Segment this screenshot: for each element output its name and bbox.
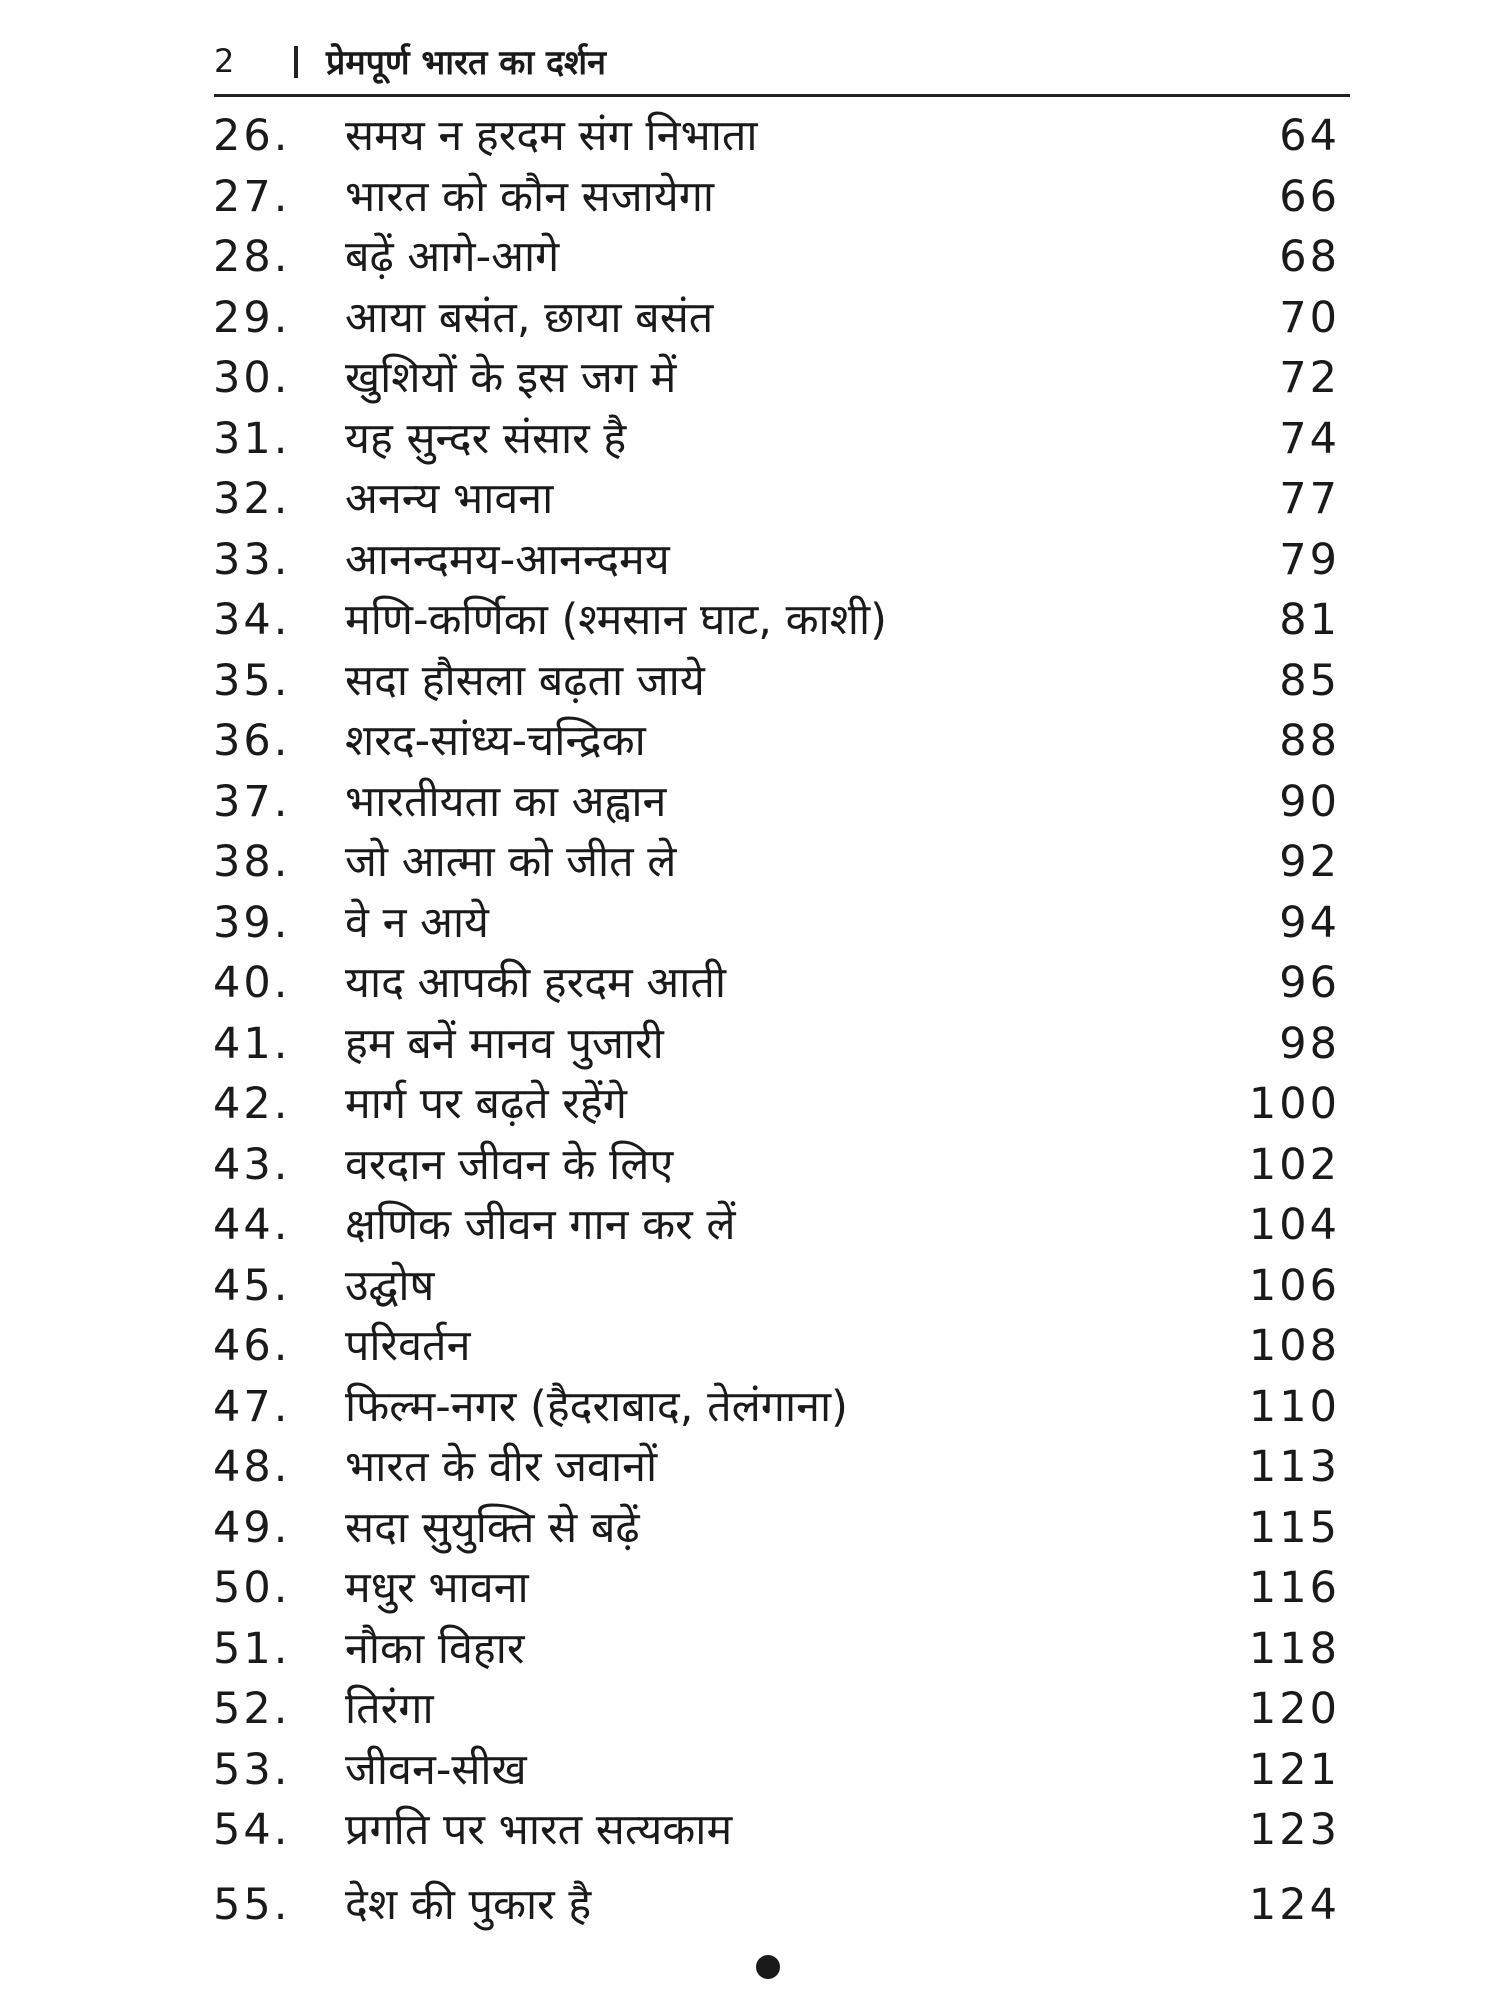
toc-entry-page: 104 xyxy=(1248,1200,1340,1250)
toc-entry-title: वरदान जीवन के लिए xyxy=(345,1139,674,1190)
toc-entry-page: 68 xyxy=(1279,232,1340,282)
toc-entry xyxy=(205,1800,1340,1861)
header-divider xyxy=(294,46,298,78)
toc-entry-number: 26. xyxy=(213,111,291,161)
toc-entry-number: 54. xyxy=(213,1805,291,1855)
toc-entry-number: 32. xyxy=(213,474,291,524)
toc-entry xyxy=(205,1256,1340,1317)
toc-entry xyxy=(205,1437,1340,1498)
toc-entry-number: 37. xyxy=(213,776,291,827)
toc-entry-number: 41. xyxy=(213,1018,291,1069)
toc-entry-number: 47. xyxy=(213,1381,291,1432)
toc-entry-title: सदा हौसला बढ़ता जाये xyxy=(345,655,705,706)
toc-entry-title: शरद-सांध्य-चन्द्रिका xyxy=(345,716,646,766)
toc-entry-title: तिरंगा xyxy=(345,1684,434,1734)
toc-entry-number: 49. xyxy=(213,1502,291,1553)
toc-entry xyxy=(205,348,1340,409)
toc-entry-title: क्षणिक जीवन गान कर लें xyxy=(345,1200,736,1250)
toc-entry-page: 113 xyxy=(1248,1442,1340,1492)
toc-entry-title: फिल्म-नगर (हैदराबाद, तेलंगाना) xyxy=(345,1381,848,1432)
toc-entry xyxy=(205,832,1340,893)
toc-entry xyxy=(205,227,1340,288)
toc-entry xyxy=(205,1619,1340,1680)
page-number: 2 xyxy=(214,42,235,80)
toc-entry-number: 48. xyxy=(213,1442,291,1492)
toc-entry-title: हम बनें मानव पुजारी xyxy=(345,1018,664,1069)
toc-entry-title: जो आत्मा को जीत ले xyxy=(345,837,677,887)
toc-entry-page: 123 xyxy=(1248,1805,1340,1855)
toc-entry xyxy=(205,953,1340,1014)
toc-entry xyxy=(205,711,1340,772)
toc-entry-number: 40. xyxy=(213,958,291,1008)
toc-entry-title: मणि-कर्णिका (श्मसान घाट, काशी) xyxy=(345,595,887,645)
toc-entry-page: 118 xyxy=(1248,1623,1340,1674)
toc-entry-number: 31. xyxy=(213,413,291,464)
toc-entry xyxy=(205,167,1340,228)
toc-entry-page: 108 xyxy=(1248,1321,1340,1371)
toc-entry xyxy=(205,469,1340,530)
toc-entry-title: देश की पुकार है xyxy=(345,1879,592,1930)
toc-entry-number: 44. xyxy=(213,1200,291,1250)
toc-entry xyxy=(205,1316,1340,1377)
toc-entry xyxy=(205,288,1340,349)
toc-entry-number: 50. xyxy=(213,1563,291,1613)
toc-entry-number: 55. xyxy=(213,1879,291,1930)
toc-entry-page: 116 xyxy=(1248,1563,1340,1613)
toc-entry-page: 102 xyxy=(1248,1139,1340,1190)
toc-entry xyxy=(205,1875,1340,1936)
toc-entry-number: 30. xyxy=(213,353,291,403)
toc-entry-number: 39. xyxy=(213,897,291,948)
toc-entry-page: 124 xyxy=(1248,1879,1340,1930)
toc-entry-number: 34. xyxy=(213,595,291,645)
toc-entry-title: अनन्य भावना xyxy=(345,474,554,524)
toc-entry-page: 121 xyxy=(1248,1744,1340,1795)
toc-entry xyxy=(205,106,1340,167)
toc-entry-number: 43. xyxy=(213,1139,291,1190)
toc-entry-page: 74 xyxy=(1279,413,1340,464)
toc-entry xyxy=(205,1195,1340,1256)
toc-entry-page: 120 xyxy=(1248,1684,1340,1734)
toc-entry-title: प्रगति पर भारत सत्यकाम xyxy=(345,1805,733,1855)
toc-entry-page: 115 xyxy=(1248,1502,1340,1553)
running-header xyxy=(214,34,1350,97)
toc-entry-page: 72 xyxy=(1279,353,1340,403)
toc-entry-page: 70 xyxy=(1279,292,1340,343)
toc-entry xyxy=(205,409,1340,470)
toc-entry-page: 79 xyxy=(1279,534,1340,585)
toc-entry-number: 52. xyxy=(213,1684,291,1734)
toc-entry-number: 46. xyxy=(213,1321,291,1371)
toc-entry-page: 81 xyxy=(1279,595,1340,645)
toc-entry-page: 100 xyxy=(1248,1079,1340,1129)
toc-entry-title: मार्ग पर बढ़ते रहेंगे xyxy=(345,1079,627,1129)
toc-entry-page: 66 xyxy=(1279,171,1340,222)
toc-entry-page: 96 xyxy=(1279,958,1340,1008)
toc-entry-number: 38. xyxy=(213,837,291,887)
toc-entry-title: परिवर्तन xyxy=(345,1321,471,1371)
toc-entry xyxy=(205,772,1340,833)
toc-entry-number: 53. xyxy=(213,1744,291,1795)
toc-entry-page: 110 xyxy=(1248,1381,1340,1432)
toc-entry-title: भारत को कौन सजायेगा xyxy=(345,171,715,222)
toc-entry-number: 29. xyxy=(213,292,291,343)
toc-entry xyxy=(205,1740,1340,1801)
toc-entry-page: 77 xyxy=(1279,474,1340,524)
toc-entry-title: भारतीयता का अह्वान xyxy=(345,776,667,827)
toc-entry-number: 27. xyxy=(213,171,291,222)
toc-entry xyxy=(205,893,1340,954)
toc-entry-title: बढ़ें आगे-आगे xyxy=(345,232,560,282)
toc-entry-page: 98 xyxy=(1279,1018,1340,1069)
toc-entry xyxy=(205,590,1340,651)
toc-entry xyxy=(205,1679,1340,1740)
toc-entry-title: आया बसंत, छाया बसंत xyxy=(345,292,714,343)
toc-entry-title: मधुर भावना xyxy=(345,1563,529,1613)
toc-entry xyxy=(205,1558,1340,1619)
toc-entry-page: 106 xyxy=(1248,1260,1340,1311)
toc-entry-number: 33. xyxy=(213,534,291,585)
toc-entry xyxy=(205,1377,1340,1438)
toc-entry-title: सदा सुयुक्ति से बढ़ें xyxy=(345,1502,640,1553)
toc-entry xyxy=(205,1498,1340,1559)
toc-entry-number: 28. xyxy=(213,232,291,282)
toc-entry-title: आनन्दमय-आनन्दमय xyxy=(345,534,670,585)
toc-entry-page: 90 xyxy=(1279,776,1340,827)
toc-entry-number: 45. xyxy=(213,1260,291,1311)
toc-entry-number: 51. xyxy=(213,1623,291,1674)
table-of-contents xyxy=(205,106,1340,1935)
toc-entry xyxy=(205,1135,1340,1196)
toc-entry-title: खुशियों के इस जग में xyxy=(345,353,677,403)
toc-entry xyxy=(205,1014,1340,1075)
toc-entry-page: 88 xyxy=(1279,716,1340,766)
book-title: प्रेमपूर्ण भारत का दर्शन xyxy=(326,43,607,83)
toc-entry-page: 92 xyxy=(1279,837,1340,887)
toc-entry-page: 85 xyxy=(1279,655,1340,706)
toc-entry-title: यह सुन्दर संसार है xyxy=(345,413,627,464)
toc-entry-title: नौका विहार xyxy=(345,1623,525,1674)
toc-entry-title: जीवन-सीख xyxy=(345,1744,527,1795)
toc-entry-title: भारत के वीर जवानों xyxy=(345,1442,658,1492)
toc-entry xyxy=(205,651,1340,712)
toc-entry-number: 35. xyxy=(213,655,291,706)
toc-entry xyxy=(205,1074,1340,1135)
toc-entry-title: याद आपकी हरदम आती xyxy=(345,958,727,1008)
toc-entry-page: 64 xyxy=(1279,111,1340,161)
toc-entry-number: 36. xyxy=(213,716,291,766)
toc-entry-title: वे न आये xyxy=(345,897,489,948)
toc-entry xyxy=(205,530,1340,591)
toc-entry-title: समय न हरदम संग निभाता xyxy=(345,111,758,161)
toc-entry-title: उद्घोष xyxy=(345,1260,435,1311)
toc-entry-page: 94 xyxy=(1279,897,1340,948)
bullet-dot-icon xyxy=(756,1955,780,1979)
toc-entry-number: 42. xyxy=(213,1079,291,1129)
